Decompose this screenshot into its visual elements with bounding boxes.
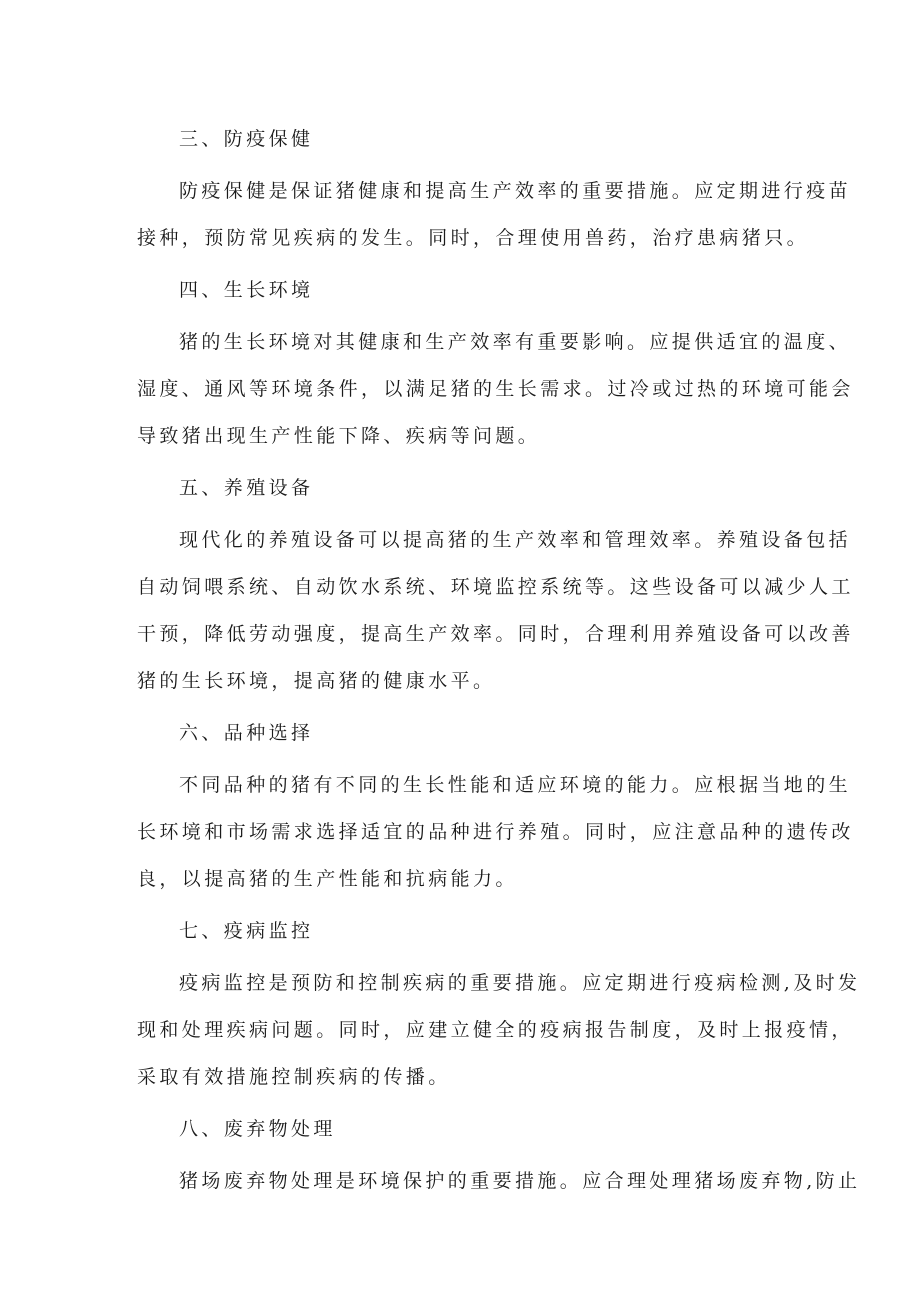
paragraph-line: 导致猪出现生产性能下降、疾病等问题。 xyxy=(137,425,541,447)
section-heading: 五、养殖设备 xyxy=(179,477,314,499)
section-8 xyxy=(137,1112,861,1198)
section-7 xyxy=(137,914,861,1094)
paragraph-line: 湿度、通风等环境条件，以满足猪的生长需求。过冷或过热的环境可能会 xyxy=(137,378,854,400)
section-heading: 八、废弃物处理 xyxy=(179,1118,336,1140)
paragraph-line: 采取有效措施控制疾病的传播。 xyxy=(137,1066,451,1088)
section-paragraph xyxy=(137,523,854,698)
paragraph-line: 接种，预防常见疾病的发生。同时，合理使用兽药，治疗患病猪只。 xyxy=(137,227,810,249)
paragraph-line: 现代化的养殖设备可以提高猪的生产效率和管理效率。养殖设备包括 xyxy=(179,529,852,551)
paragraph-line: 猪的生长环境，提高猪的健康水平。 xyxy=(137,670,496,692)
section-paragraph xyxy=(137,1164,861,1198)
paragraph-line: 自动饲喂系统、自动饮水系统、环境监控系统等。这些设备可以减少人工 xyxy=(137,576,854,598)
section-paragraph xyxy=(137,966,861,1094)
paragraph-line: 良，以提高猪的生产性能和抗病能力。 xyxy=(137,868,518,890)
paragraph-line: 不同品种的猪有不同的生长性能和适应环境的能力。应根据当地的生 xyxy=(179,774,852,796)
section-4 xyxy=(137,273,854,453)
section-3 xyxy=(137,122,852,255)
paragraph-line: 现和处理疾病问题。同时，应建立健全的疫病报告制度，及时上报疫情， xyxy=(137,1019,854,1041)
paragraph-line: 猪的生长环境对其健康和生产效率有重要影响。应提供适宜的温度、 xyxy=(179,331,852,353)
section-6 xyxy=(137,716,854,896)
section-paragraph xyxy=(137,174,852,255)
section-5 xyxy=(137,471,854,698)
section-paragraph xyxy=(137,768,854,896)
paragraph-line: 疫病监控是预防和控制疾病的重要措施。应定期进行疫病检测,及时发 xyxy=(179,972,861,994)
section-heading: 七、疫病监控 xyxy=(179,920,314,942)
paragraph-line: 防疫保健是保证猪健康和提高生产效率的重要措施。应定期进行疫苗 xyxy=(179,180,852,202)
paragraph-line: 干预，降低劳动强度，提高生产效率。同时，合理利用养殖设备可以改善 xyxy=(137,623,854,645)
paragraph-line: 长环境和市场需求选择适宜的品种进行养殖。同时，应注意品种的遗传改 xyxy=(137,821,854,843)
paragraph-line: 猪场废弃物处理是环境保护的重要措施。应合理处理猪场废弃物,防止 xyxy=(179,1170,861,1192)
section-heading: 三、防疫保健 xyxy=(179,128,314,150)
section-heading: 六、品种选择 xyxy=(179,722,314,744)
section-paragraph xyxy=(137,325,854,453)
document-body xyxy=(137,122,861,1216)
section-heading: 四、生长环境 xyxy=(179,279,314,301)
